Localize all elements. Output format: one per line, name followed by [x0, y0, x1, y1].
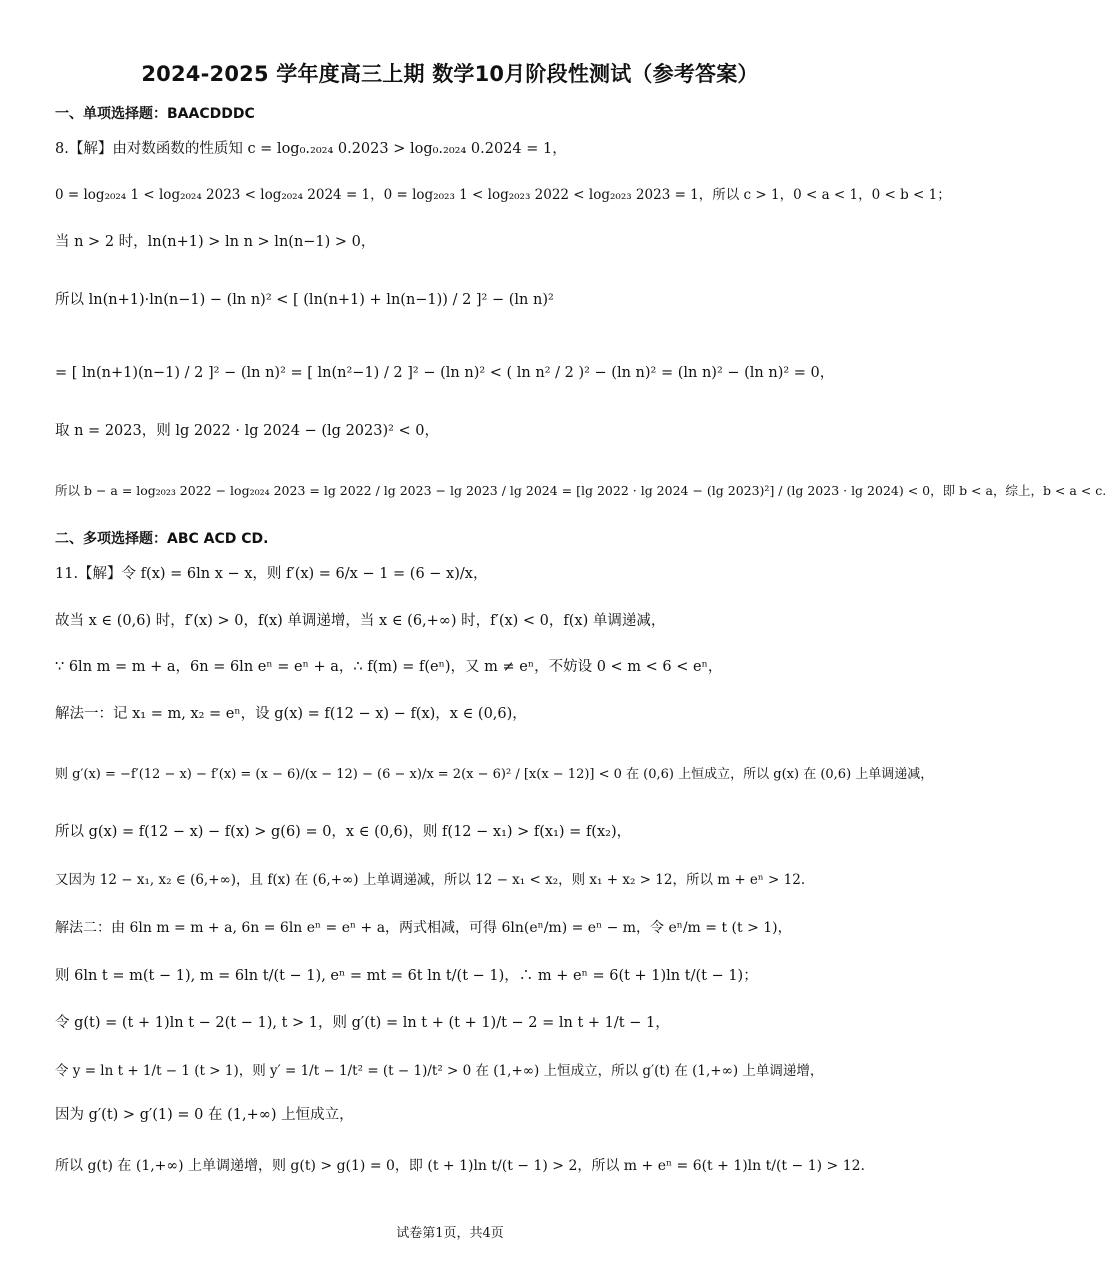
q8-line-7: 所以 b − a = log₂₀₂₃ 2022 − log₂₀₂₄ 2023 = lg 2022 / lg 2023 − lg 2023 / lg 2024 = [lg 2022 · lg 2024 − (lg 2023)²] / (lg 2023 · lg 2024) < 0，即 b < a，综上，b < a < c. — [55, 483, 1106, 498]
section-single-choice: 一、单项选择题：BAACDDDC — [55, 106, 255, 122]
q8-line-5: = [ ln(n+1)(n−1) / 2 ]² − (ln n)² = [ ln(n²−1) / 2 ]² − (ln n)² < ( ln n² / 2 )² − (ln n)² = (ln n)² − (ln n)² = 0， — [55, 365, 835, 381]
q11-line-2: 故当 x ∈ (0,6) 时，f′(x) > 0，f(x) 单调递增，当 x ∈ (6,+∞) 时，f′(x) < 0，f(x) 单调递减， — [55, 613, 666, 629]
q11-method2-line-4: 令 y = ln t + 1/t − 1 (t > 1)，则 y′ = 1/t − 1/t² = (t − 1)/t² > 0 在 (1,+∞) 上恒成立，所以 g′(t) 在 (1,+∞) 上单调递增， — [55, 1063, 824, 1079]
section-multi-choice: 二、多项选择题：ABC ACD CD. — [55, 531, 269, 547]
page-footer: 试卷第1页，共4页 — [396, 1226, 504, 1241]
q11-method2-line-3: 令 g(t) = (t + 1)ln t − 2(t − 1), t > 1，则 g′(t) = ln t + (t + 1)/t − 2 = ln t + 1/t − 1， — [55, 1015, 670, 1031]
q11-line-3: ∵ 6ln m = m + a，6n = 6ln eⁿ = eⁿ + a，∴ f(m) = f(eⁿ)，又 m ≠ eⁿ，不妨设 0 < m < 6 < eⁿ， — [55, 659, 723, 675]
q11-method1-line-1: 解法一：记 x₁ = m, x₂ = eⁿ，设 g(x) = f(12 − x) − f(x)，x ∈ (0,6)， — [55, 706, 527, 722]
q11-method2-line-5: 因为 g′(t) > g′(1) = 0 在 (1,+∞) 上恒成立， — [55, 1107, 354, 1123]
q11-method2-line-2: 则 6ln t = m(t − 1), m = 6ln t/(t − 1), eⁿ = mt = 6t ln t/(t − 1)，∴ m + eⁿ = 6(t + 1)ln t/(t − 1)； — [55, 968, 758, 984]
q11-line-1: 11.【解】令 f(x) = 6ln x − x，则 f′(x) = 6/x − 1 = (6 − x)/x， — [55, 566, 488, 582]
q8-line-1: 8.【解】由对数函数的性质知 c = log₀.₂₀₂₄ 0.2023 > log₀.₂₀₂₄ 0.2024 = 1， — [55, 141, 567, 157]
q11-method1-line-4: 又因为 12 − x₁, x₂ ∈ (6,+∞)，且 f(x) 在 (6,+∞) 上单调递减，所以 12 − x₁ < x₂，则 x₁ + x₂ > 12，所以 m + eⁿ > 12. — [55, 872, 806, 888]
q11-method2-line-1: 解法二：由 6ln m = m + a, 6n = 6ln eⁿ = eⁿ + a，两式相减，可得 6ln(eⁿ/m) = eⁿ − m，令 eⁿ/m = t (t > 1)， — [55, 920, 792, 936]
q11-method2-line-6: 所以 g(t) 在 (1,+∞) 上单调递增，则 g(t) > g(1) = 0，即 (t + 1)ln t/(t − 1) > 2，所以 m + eⁿ = 6(t + 1)ln t/(t − 1) > 12. — [55, 1158, 865, 1174]
q8-line-2: 0 = log₂₀₂₄ 1 < log₂₀₂₄ 2023 < log₂₀₂₄ 2024 = 1，0 = log₂₀₂₃ 1 < log₂₀₂₃ 2022 < log₂₀₂₃ 2023 = 1，所以 c > 1，0 < a < 1，0 < b < 1； — [55, 187, 951, 203]
q8-line-3: 当 n > 2 时，ln(n+1) > ln n > ln(n−1) > 0， — [55, 234, 376, 250]
document-title: 2024-2025 学年度高三上期 数学10月阶段性测试（参考答案） — [141, 62, 759, 86]
q8-line-4: 所以 ln(n+1)·ln(n−1) − (ln n)² < [ (ln(n+1) + ln(n−1)) / 2 ]² − (ln n)² — [55, 292, 554, 308]
q8-line-6: 取 n = 2023，则 lg 2022 · lg 2024 − (lg 2023)² < 0， — [55, 423, 440, 439]
q11-method1-line-3: 所以 g(x) = f(12 − x) − f(x) > g(6) = 0，x ∈ (0,6)，则 f(12 − x₁) > f(x₁) = f(x₂)， — [55, 824, 632, 840]
q11-method1-line-2: 则 g′(x) = −f′(12 − x) − f′(x) = (x − 6)/(x − 12) − (6 − x)/x = 2(x − 6)² / [x(x − 12)] < 0 在 (0,6) 上恒成立，所以 g(x) 在 (0,6) 上单调递减， — [55, 767, 934, 782]
